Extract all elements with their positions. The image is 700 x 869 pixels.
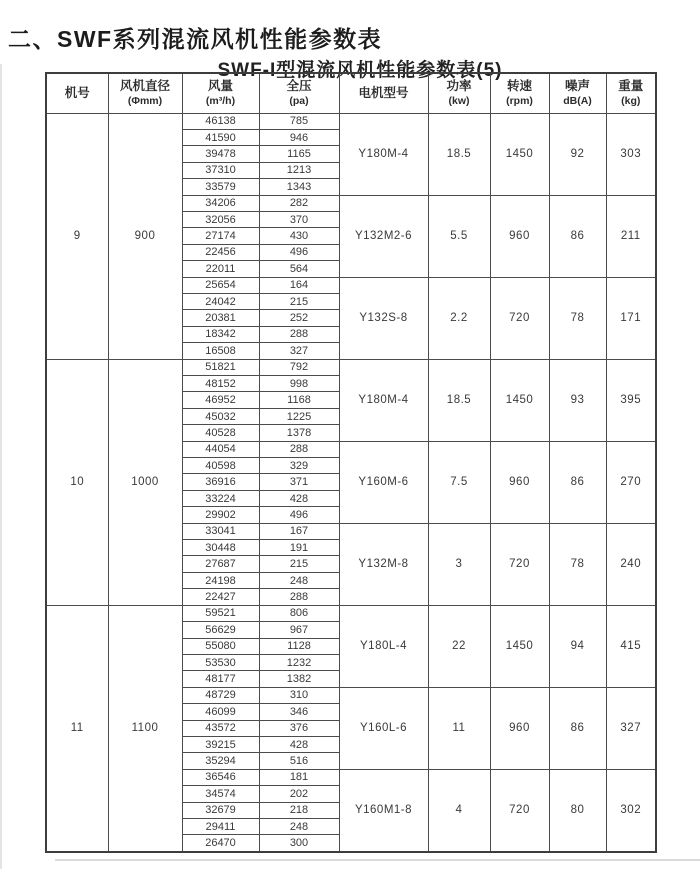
col-header-4: 电机型号 xyxy=(339,73,428,113)
airflow-cell: 40528 xyxy=(182,425,259,441)
motor-model-cell: Y160M-6 xyxy=(339,441,428,523)
rpm-cell: 720 xyxy=(490,523,549,605)
noise-cell: 86 xyxy=(549,687,606,769)
pressure-cell: 371 xyxy=(259,474,339,490)
pressure-cell: 252 xyxy=(259,310,339,326)
airflow-cell: 18342 xyxy=(182,326,259,342)
airflow-cell: 36916 xyxy=(182,474,259,490)
pressure-cell: 430 xyxy=(259,228,339,244)
rpm-cell: 1450 xyxy=(490,359,549,441)
airflow-cell: 16508 xyxy=(182,343,259,359)
rpm-cell: 720 xyxy=(490,277,549,359)
pressure-cell: 310 xyxy=(259,687,339,703)
col-header-0: 机号 xyxy=(46,73,108,113)
pressure-cell: 370 xyxy=(259,211,339,227)
pressure-cell: 428 xyxy=(259,490,339,506)
airflow-cell: 46952 xyxy=(182,392,259,408)
pressure-cell: 785 xyxy=(259,113,339,129)
motor-model-cell: Y180M-4 xyxy=(339,113,428,195)
motor-model-cell: Y180M-4 xyxy=(339,359,428,441)
airflow-cell: 32679 xyxy=(182,802,259,818)
pressure-cell: 1378 xyxy=(259,425,339,441)
col-header-6: 转速 (rpm) xyxy=(490,73,549,113)
airflow-cell: 29411 xyxy=(182,818,259,834)
pressure-cell: 1168 xyxy=(259,392,339,408)
pressure-cell: 288 xyxy=(259,441,339,457)
pressure-cell: 248 xyxy=(259,818,339,834)
airflow-cell: 43572 xyxy=(182,720,259,736)
pressure-cell: 496 xyxy=(259,507,339,523)
table-subtitle: SWF-I型混流风机性能参数表(5) xyxy=(217,59,503,81)
airflow-cell: 37310 xyxy=(182,162,259,178)
weight-cell: 171 xyxy=(606,277,656,359)
airflow-cell: 33579 xyxy=(182,179,259,195)
pressure-cell: 806 xyxy=(259,605,339,621)
airflow-cell: 40598 xyxy=(182,458,259,474)
model-no-cell: 10 xyxy=(46,359,108,605)
noise-cell: 94 xyxy=(549,605,606,687)
pressure-cell: 1232 xyxy=(259,654,339,670)
pressure-cell: 1165 xyxy=(259,146,339,162)
pressure-cell: 282 xyxy=(259,195,339,211)
pressure-cell: 215 xyxy=(259,293,339,309)
table-body xyxy=(46,113,656,852)
airflow-cell: 48177 xyxy=(182,671,259,687)
airflow-cell: 41590 xyxy=(182,129,259,145)
pressure-cell: 288 xyxy=(259,326,339,342)
airflow-cell: 27687 xyxy=(182,556,259,572)
pressure-cell: 376 xyxy=(259,720,339,736)
airflow-cell: 36546 xyxy=(182,769,259,785)
pressure-cell: 181 xyxy=(259,769,339,785)
pressure-cell: 329 xyxy=(259,458,339,474)
col-header-2: 风量 (m³/h) xyxy=(182,73,259,113)
airflow-cell: 29902 xyxy=(182,507,259,523)
airflow-cell: 35294 xyxy=(182,753,259,769)
pressure-cell: 215 xyxy=(259,556,339,572)
pressure-cell: 218 xyxy=(259,802,339,818)
noise-cell: 92 xyxy=(549,113,606,195)
airflow-cell: 22011 xyxy=(182,261,259,277)
diameter-cell: 1100 xyxy=(108,605,182,852)
noise-cell: 78 xyxy=(549,523,606,605)
pressure-cell: 164 xyxy=(259,277,339,293)
weight-cell: 327 xyxy=(606,687,656,769)
rpm-cell: 1450 xyxy=(490,605,549,687)
airflow-cell: 48729 xyxy=(182,687,259,703)
model-no-cell: 9 xyxy=(46,113,108,359)
airflow-cell: 34574 xyxy=(182,786,259,802)
weight-cell: 211 xyxy=(606,195,656,277)
airflow-cell: 25654 xyxy=(182,277,259,293)
pressure-cell: 564 xyxy=(259,261,339,277)
airflow-cell: 33041 xyxy=(182,523,259,539)
diameter-cell: 900 xyxy=(108,113,182,359)
pressure-cell: 1225 xyxy=(259,408,339,424)
pressure-cell: 516 xyxy=(259,753,339,769)
pressure-cell: 946 xyxy=(259,129,339,145)
weight-cell: 270 xyxy=(606,441,656,523)
airflow-cell: 22456 xyxy=(182,244,259,260)
pressure-cell: 1382 xyxy=(259,671,339,687)
pressure-cell: 300 xyxy=(259,835,339,852)
airflow-cell: 55080 xyxy=(182,638,259,654)
table-row xyxy=(46,605,656,621)
noise-cell: 80 xyxy=(549,769,606,852)
model-no-cell: 11 xyxy=(46,605,108,852)
airflow-cell: 46099 xyxy=(182,704,259,720)
table-row xyxy=(46,113,656,129)
table-row xyxy=(46,359,656,375)
airflow-cell: 59521 xyxy=(182,605,259,621)
power-cell: 2.2 xyxy=(428,277,490,359)
pressure-cell: 428 xyxy=(259,736,339,752)
power-cell: 11 xyxy=(428,687,490,769)
header-row xyxy=(46,73,656,113)
rpm-cell: 960 xyxy=(490,441,549,523)
airflow-cell: 39478 xyxy=(182,146,259,162)
scan-line-artifact xyxy=(55,859,700,861)
motor-model-cell: Y132S-8 xyxy=(339,277,428,359)
weight-cell: 240 xyxy=(606,523,656,605)
noise-cell: 78 xyxy=(549,277,606,359)
airflow-cell: 22427 xyxy=(182,589,259,605)
airflow-cell: 39215 xyxy=(182,736,259,752)
noise-cell: 86 xyxy=(549,441,606,523)
pressure-cell: 346 xyxy=(259,704,339,720)
airflow-cell: 24042 xyxy=(182,293,259,309)
diameter-cell: 1000 xyxy=(108,359,182,605)
motor-model-cell: Y160L-6 xyxy=(339,687,428,769)
rpm-cell: 960 xyxy=(490,195,549,277)
pressure-cell: 327 xyxy=(259,343,339,359)
airflow-cell: 32056 xyxy=(182,211,259,227)
page-title: 二、SWF系列混流风机性能参数表 xyxy=(8,26,383,53)
scan-edge-artifact xyxy=(0,64,2,869)
airflow-cell: 30448 xyxy=(182,540,259,556)
col-header-3: 全压 (pa) xyxy=(259,73,339,113)
pressure-cell: 792 xyxy=(259,359,339,375)
airflow-cell: 34206 xyxy=(182,195,259,211)
airflow-cell: 45032 xyxy=(182,408,259,424)
power-cell: 22 xyxy=(428,605,490,687)
rpm-cell: 1450 xyxy=(490,113,549,195)
pressure-cell: 167 xyxy=(259,523,339,539)
power-cell: 7.5 xyxy=(428,441,490,523)
pressure-cell: 1213 xyxy=(259,162,339,178)
pressure-cell: 248 xyxy=(259,572,339,588)
airflow-cell: 56629 xyxy=(182,622,259,638)
weight-cell: 395 xyxy=(606,359,656,441)
airflow-cell: 24198 xyxy=(182,572,259,588)
pressure-cell: 191 xyxy=(259,540,339,556)
motor-model-cell: Y180L-4 xyxy=(339,605,428,687)
rpm-cell: 960 xyxy=(490,687,549,769)
power-cell: 5.5 xyxy=(428,195,490,277)
motor-model-cell: Y132M2-6 xyxy=(339,195,428,277)
power-cell: 3 xyxy=(428,523,490,605)
pressure-cell: 1343 xyxy=(259,179,339,195)
airflow-cell: 44054 xyxy=(182,441,259,457)
weight-cell: 415 xyxy=(606,605,656,687)
weight-cell: 302 xyxy=(606,769,656,852)
airflow-cell: 46138 xyxy=(182,113,259,129)
noise-cell: 93 xyxy=(549,359,606,441)
fan-performance-table xyxy=(45,72,657,853)
col-header-5: 功率 (kw) xyxy=(428,73,490,113)
pressure-cell: 202 xyxy=(259,786,339,802)
pressure-cell: 496 xyxy=(259,244,339,260)
airflow-cell: 27174 xyxy=(182,228,259,244)
pressure-cell: 967 xyxy=(259,622,339,638)
col-header-7: 噪声 dB(A) xyxy=(549,73,606,113)
motor-model-cell: Y132M-8 xyxy=(339,523,428,605)
power-cell: 18.5 xyxy=(428,113,490,195)
airflow-cell: 53530 xyxy=(182,654,259,670)
weight-cell: 303 xyxy=(606,113,656,195)
airflow-cell: 51821 xyxy=(182,359,259,375)
airflow-cell: 48152 xyxy=(182,376,259,392)
airflow-cell: 26470 xyxy=(182,835,259,852)
airflow-cell: 20381 xyxy=(182,310,259,326)
noise-cell: 86 xyxy=(549,195,606,277)
power-cell: 4 xyxy=(428,769,490,852)
airflow-cell: 33224 xyxy=(182,490,259,506)
rpm-cell: 720 xyxy=(490,769,549,852)
pressure-cell: 998 xyxy=(259,376,339,392)
pressure-cell: 288 xyxy=(259,589,339,605)
motor-model-cell: Y160M1-8 xyxy=(339,769,428,852)
col-header-8: 重量 (kg) xyxy=(606,73,656,113)
col-header-1: 风机直径 (Φmm) xyxy=(108,73,182,113)
pressure-cell: 1128 xyxy=(259,638,339,654)
table-header xyxy=(46,73,656,113)
power-cell: 18.5 xyxy=(428,359,490,441)
